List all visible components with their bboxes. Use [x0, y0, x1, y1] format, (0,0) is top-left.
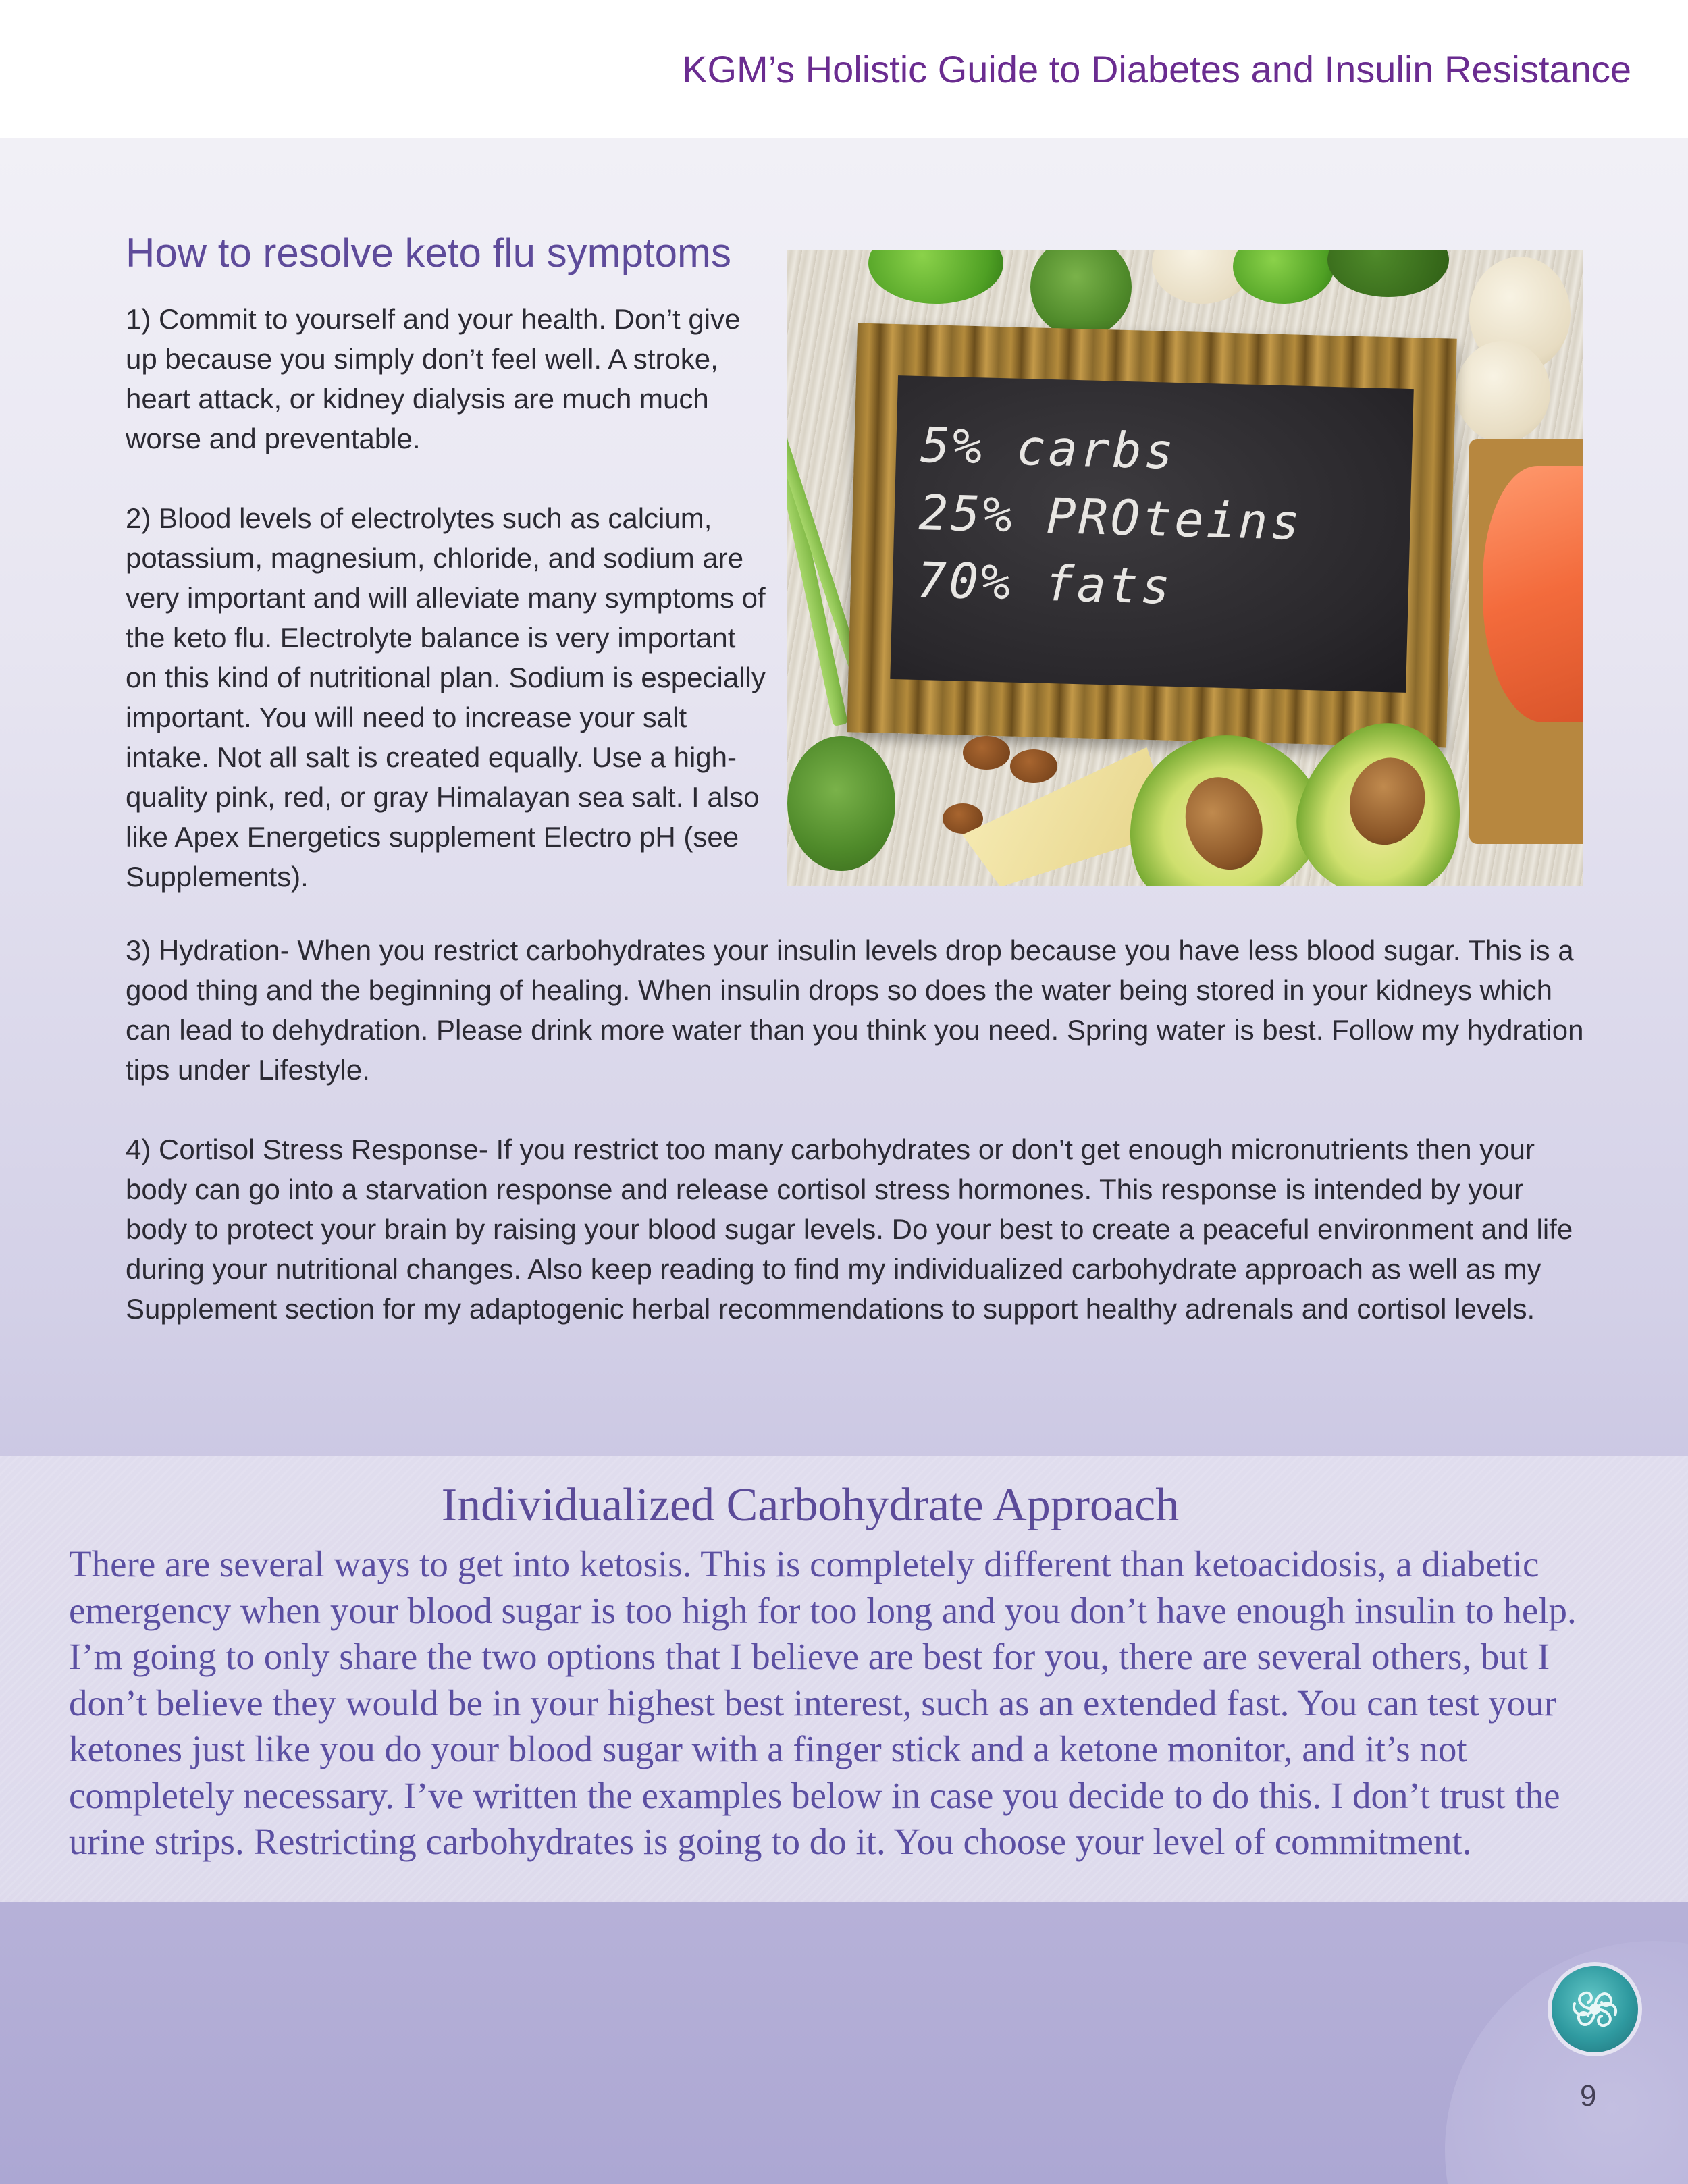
carb-approach-text: There are several ways to get into ketosis. This is completely different than ketoacidosis, a diabetic emergency when your blood sugar is too high for too long and you don’t have enough insulin to help. I’m going to only share the two options that I believe are best for you, there are several others, but I don’t believe they would be in your highest best interest, such as an extended fast. You can test your ketones just like you do your blood sugar with a finger stick and a ketone monitor, and it’s not completely necessary. I’ve written the examples below in case you decide to do this. I don’t trust the urine strips. Restricting carbohydrates is going to do it. You choose your level of commitment. — [69, 1543, 1577, 1862]
page-number: 9 — [1580, 2079, 1597, 2112]
document-title: KGM’s Holistic Guide to Diabetes and Insulin Resistance — [682, 48, 1631, 90]
keto-flu-heading: How to resolve keto flu symptoms — [126, 230, 731, 275]
keto-flu-paragraph-2: 2) Blood levels of electrolytes such as calcium, potassium, magnesium, chloride, and sodium are very important and will alleviate many symptoms of the keto flu. Electrolyte balance is very important on this kind of nutritional plan. Sodium is especially important. You will need to increase your salt intake. Not all salt is created equally. Use a high-quality pink, red, or gray Himalayan sea salt. I also like Apex Energetics supplement Electro pH (see Supplements). — [126, 502, 766, 893]
keto-flu-paragraph-3: 3) Hydration- When you restrict carbohydrates your insulin levels drop because you have less blood sugar. This is a good thing and the beginning of healing. When insulin drops so does the water being stored in your kidneys which can lead to dehydration. Please drink more water than you think you need. Spring water is best. Follow my hydration tips under Lifestyle. — [126, 934, 1584, 1086]
chalkboard — [890, 375, 1414, 693]
pecan-icon — [963, 736, 1010, 770]
keto-flu-paragraph-1: 1) Commit to yourself and your health. Don’t give up because you simply don’t feel well. A stroke, heart attack, or kidney dialysis are much much worse and preventable. — [126, 303, 741, 454]
egg-icon — [1456, 341, 1550, 442]
cucumber-icon — [1327, 250, 1449, 297]
keto-food-photo — [787, 250, 1583, 886]
green-pepper-icon — [1233, 250, 1334, 304]
carb-approach-title: Individualized Carbohydrate Approach — [441, 1479, 1180, 1531]
broccoli-icon — [787, 736, 895, 871]
broccoli-icon — [1030, 250, 1132, 338]
keto-flu-paragraph-4: 4) Cortisol Stress Response- If you restrict too many carbohydrates or don’t get enough micronutrients then your body can go into a starvation response and release cortisol stress hormones. This response is intended by your body to protect your brain by raising your blood sugar levels. Do your best to create a peaceful environment and life during your nutritional changes. Also keep reading to find my individualized carbohydrate approach as well as my Supplement section for my adaptogenic herbal recommendations to support healthy adrenals and cortisol levels. — [126, 1134, 1573, 1325]
chalk-line-carbs: 5% carbs — [920, 417, 1178, 480]
chalkboard-frame — [847, 323, 1457, 747]
green-pepper-icon — [868, 250, 1003, 304]
mandala-logo-icon — [1552, 1966, 1638, 2052]
header-band — [0, 0, 1688, 138]
pecan-icon — [1010, 749, 1057, 783]
chalk-line-fats: 70% fats — [916, 551, 1173, 615]
mandala-logo-icon — [1552, 1966, 1638, 2052]
chalk-line-proteins: 25% PROteins — [918, 483, 1303, 551]
